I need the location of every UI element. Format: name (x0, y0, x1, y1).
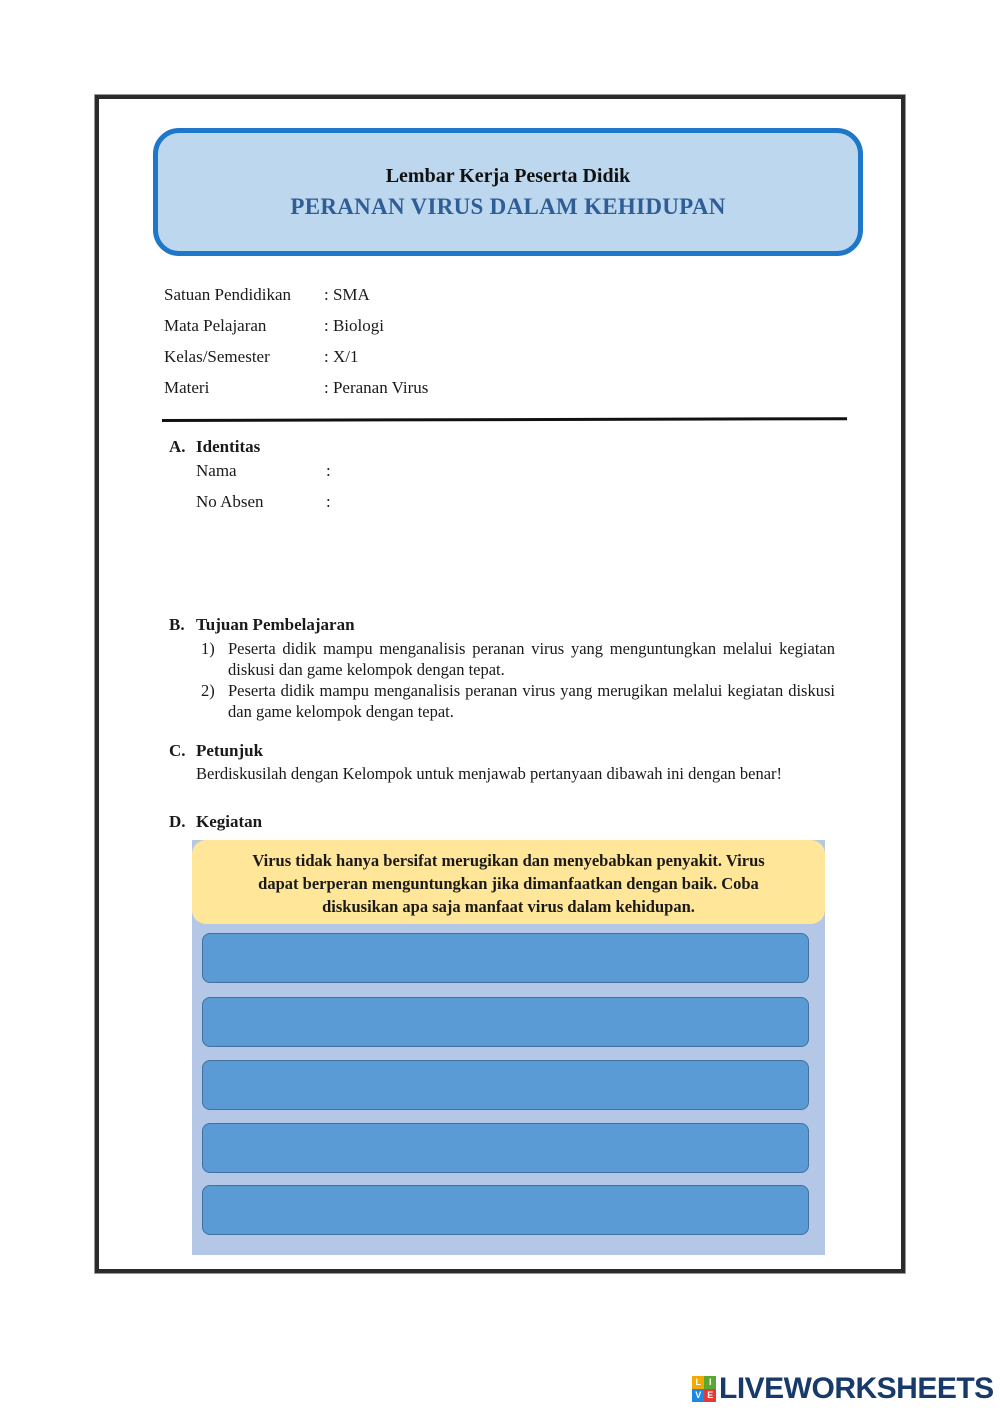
section-letter: D. (169, 812, 186, 831)
meta-label: Mata Pelajaran (164, 316, 267, 335)
meta-label: Satuan Pendidikan (164, 285, 292, 304)
goal-number: 2) (201, 681, 215, 700)
section-letter: C. (169, 741, 186, 760)
section-c-heading (169, 741, 263, 761)
answer-box-4[interactable] (202, 1123, 809, 1173)
section-b-heading (169, 615, 355, 635)
list-item (201, 638, 835, 680)
section-a-heading (169, 437, 260, 457)
section-title: Kegiatan (196, 812, 263, 831)
liveworksheets-logo (692, 1372, 994, 1406)
meta-value: : SMA (324, 285, 370, 304)
meta-info (164, 285, 428, 409)
section-d-heading (169, 812, 262, 832)
section-title: Identitas (196, 437, 261, 456)
worksheet-title: PERANAN VIRUS DALAM KEHIDUPAN (290, 194, 726, 219)
field-label: Nama (196, 461, 237, 480)
field-label: No Absen (196, 492, 264, 511)
goal-text: Peserta didik mampu menganalisis peranan virus yang menguntungkan melalui kegiatan diskusi dan game kelompok dengan tepat. (228, 639, 835, 679)
absen-field[interactable] (196, 492, 331, 512)
meta-label: Kelas/Semester (164, 347, 270, 366)
header-banner (153, 128, 863, 256)
meta-row (164, 378, 428, 409)
goal-text: Peserta didik mampu menganalisis peranan virus yang merugikan melalui kegiatan diskusi dan game kelompok dengan tepat. (228, 681, 835, 721)
list-item (201, 680, 835, 722)
answer-box-1[interactable] (202, 933, 809, 983)
brand-logo-letter: V (692, 1389, 704, 1402)
activity-prompt: Virus tidak hanya bersifat merugikan dan menyebabkan penyakit. Virus dapat berperan menguntungkan jika dimanfaatkan dengan baik. Coba diskusikan apa saja manfaat virus dalam kehidupan. (192, 840, 825, 924)
meta-row (164, 347, 428, 378)
brand-icon (692, 1376, 716, 1402)
name-field[interactable] (196, 461, 331, 481)
answer-box-3[interactable] (202, 1060, 809, 1110)
field-separator: : (326, 492, 331, 511)
meta-value: : Biologi (324, 316, 384, 335)
section-title: Petunjuk (196, 741, 264, 760)
meta-row (164, 316, 428, 347)
brand-logo-letter: L (692, 1376, 704, 1389)
answer-box-5[interactable] (202, 1185, 809, 1235)
brand-logo-letter: I (704, 1376, 716, 1389)
goal-number: 1) (201, 639, 215, 658)
meta-label: Materi (164, 378, 210, 397)
brand-name: LIVEWORKSHEETS (719, 1372, 994, 1405)
worksheet-subtitle: Lembar Kerja Peserta Didik (385, 165, 631, 187)
answer-box-2[interactable] (202, 997, 809, 1047)
section-letter: B. (169, 615, 185, 634)
field-separator: : (326, 461, 331, 480)
meta-value: : X/1 (324, 347, 359, 366)
brand-logo-letter: E (704, 1389, 716, 1402)
meta-value: : Peranan Virus (324, 378, 429, 397)
meta-row (164, 285, 428, 316)
instruction-text: Berdiskusilah dengan Kelompok untuk menjawab pertanyaan dibawah ini dengan benar! (196, 764, 783, 783)
activity-panel (192, 840, 825, 1255)
section-title: Tujuan Pembelajaran (196, 615, 355, 634)
goals-list (201, 638, 835, 722)
section-letter: A. (169, 437, 186, 456)
